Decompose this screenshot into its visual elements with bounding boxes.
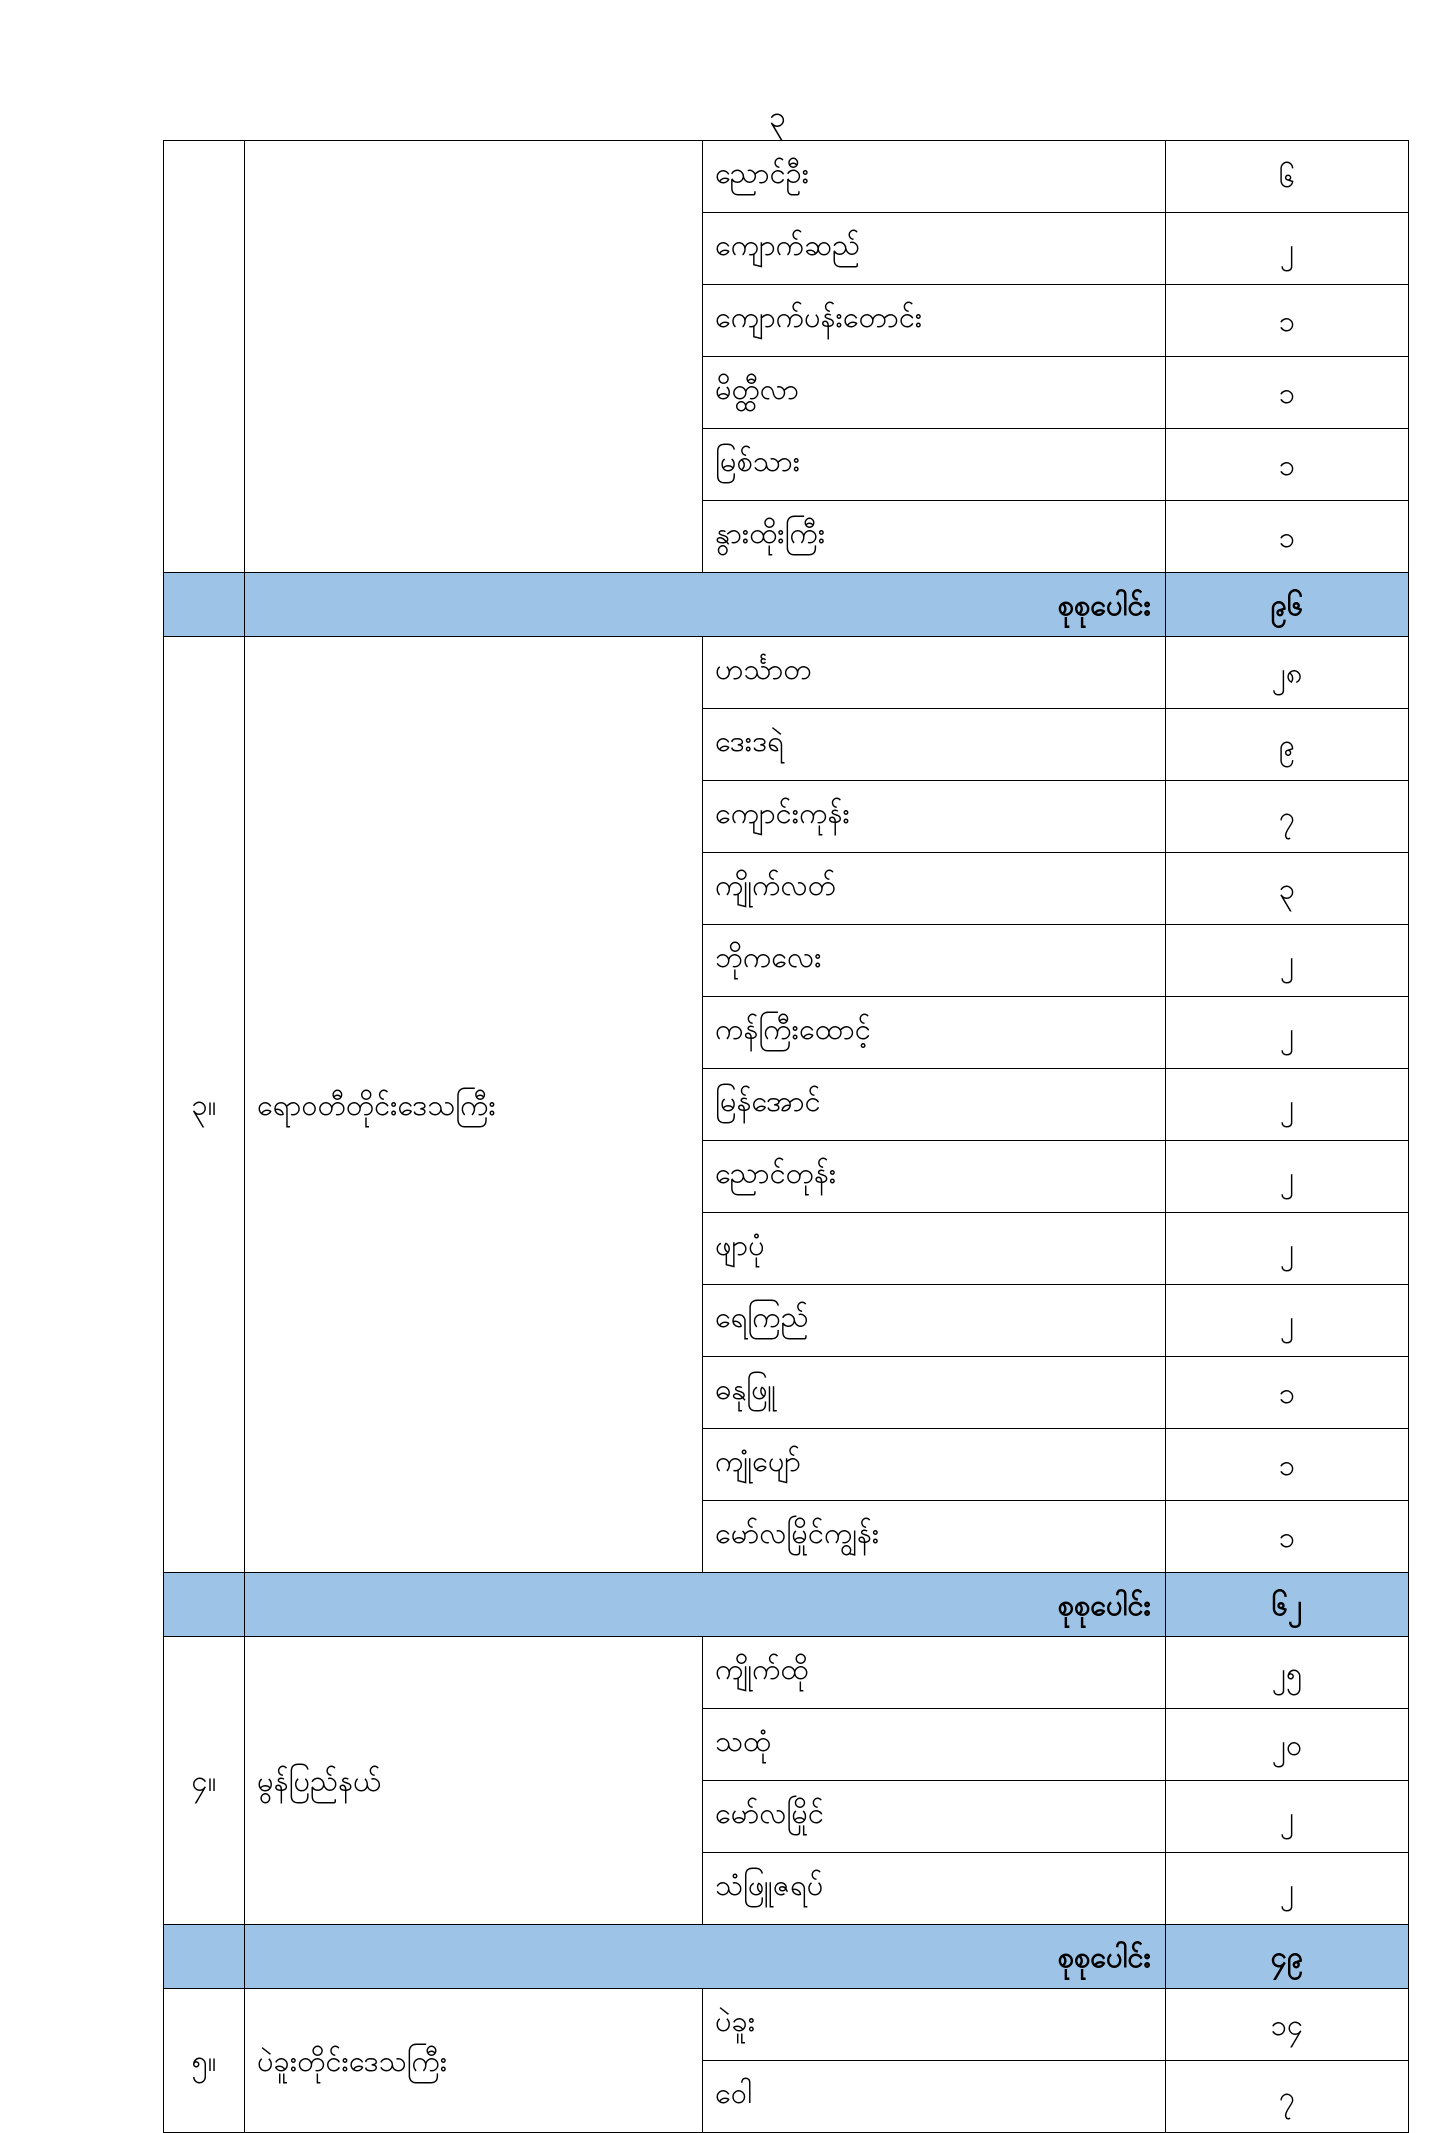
total-label: စုစုပေါင်း (245, 1573, 1166, 1637)
township-name: ညောင်ဦး (703, 141, 1166, 213)
township-count: ၇ (1166, 781, 1409, 853)
township-name: ဖျာပုံ (703, 1213, 1166, 1285)
township-name: နွားထိုးကြီး (703, 501, 1166, 573)
township-name: မြန်အောင် (703, 1069, 1166, 1141)
total-row-blank (164, 1925, 245, 1989)
township-count: ၂ (1166, 1213, 1409, 1285)
township-count: ၂ (1166, 1853, 1409, 1925)
township-count: ၂ (1166, 997, 1409, 1069)
township-count: ၇ (1166, 2061, 1409, 2133)
township-name: ဝေါ (703, 2061, 1166, 2133)
township-name: မြစ်သား (703, 429, 1166, 501)
township-name: ကန်ကြီးထောင့် (703, 997, 1166, 1069)
township-name: ဓနုဖြူ (703, 1357, 1166, 1429)
region-name: ရောဝတီတိုင်းဒေသကြီး (245, 637, 703, 1573)
township-count: ၂ (1166, 1781, 1409, 1853)
township-count: ၂ (1166, 1285, 1409, 1357)
total-row (164, 1573, 1409, 1637)
total-row (164, 1925, 1409, 1989)
township-name: ဘိုကလေး (703, 925, 1166, 997)
township-name: ကျောက်ပန်းတောင်း (703, 285, 1166, 357)
township-count: ၂၈ (1166, 637, 1409, 709)
township-name: ကျိုက်ထို (703, 1637, 1166, 1709)
section-number (164, 141, 245, 573)
region-name: ပဲခူးတိုင်းဒေသကြီး (245, 1989, 703, 2133)
section-number: ၃။ (164, 637, 245, 1573)
township-name: ဒေးဒရဲ (703, 709, 1166, 781)
township-count: ၁ (1166, 501, 1409, 573)
total-row-blank (164, 573, 245, 637)
total-count: ၆၂ (1166, 1573, 1409, 1637)
township-count: ၆ (1166, 141, 1409, 213)
township-name: မော်လမြိုင်ကျွန်း (703, 1501, 1166, 1573)
table-row (164, 1989, 1409, 2061)
township-name: သံဖြူဇရပ် (703, 1853, 1166, 1925)
table-row (164, 637, 1409, 709)
region-name: မွန်ပြည်နယ် (245, 1637, 703, 1925)
section-number: ၄။ (164, 1637, 245, 1925)
total-label: စုစုပေါင်း (245, 1925, 1166, 1989)
total-row-blank (164, 1573, 245, 1637)
township-count: ၁ (1166, 285, 1409, 357)
table-row (164, 1637, 1409, 1709)
township-name: မော်လမြိုင် (703, 1781, 1166, 1853)
township-name: ဟင်္သာတ (703, 637, 1166, 709)
township-name: ကျောက်ဆည် (703, 213, 1166, 285)
township-count: ၂ (1166, 925, 1409, 997)
section-number: ၅။ (164, 1989, 245, 2133)
total-row (164, 573, 1409, 637)
township-count: ၃ (1166, 853, 1409, 925)
township-count: ၁ (1166, 429, 1409, 501)
township-name: ပဲခူး (703, 1989, 1166, 2061)
township-count-table (163, 140, 1409, 2133)
township-name: ကျုံပျော် (703, 1429, 1166, 1501)
township-count: ၂ (1166, 213, 1409, 285)
township-count: ၂၅ (1166, 1637, 1409, 1709)
total-count: ၉၆ (1166, 573, 1409, 637)
township-count: ၂ (1166, 1141, 1409, 1213)
township-count: ၁ (1166, 1357, 1409, 1429)
region-name (245, 141, 703, 573)
township-count: ၉ (1166, 709, 1409, 781)
total-label: စုစုပေါင်း (245, 573, 1166, 637)
page-number: ၃ (769, 100, 786, 135)
township-count: ၁ (1166, 357, 1409, 429)
township-name: ညောင်တုန်း (703, 1141, 1166, 1213)
township-name: ကျိုက်လတ် (703, 853, 1166, 925)
township-name: မိတ္ထီလာ (703, 357, 1166, 429)
township-count: ၁ (1166, 1429, 1409, 1501)
township-name: သထုံ (703, 1709, 1166, 1781)
total-count: ၄၉ (1166, 1925, 1409, 1989)
township-name: ကျောင်းကုန်း (703, 781, 1166, 853)
township-count: ၁၄ (1166, 1989, 1409, 2061)
township-count: ၂၀ (1166, 1709, 1409, 1781)
table-row (164, 141, 1409, 213)
township-count: ၁ (1166, 1501, 1409, 1573)
township-count: ၂ (1166, 1069, 1409, 1141)
township-name: ရေကြည် (703, 1285, 1166, 1357)
